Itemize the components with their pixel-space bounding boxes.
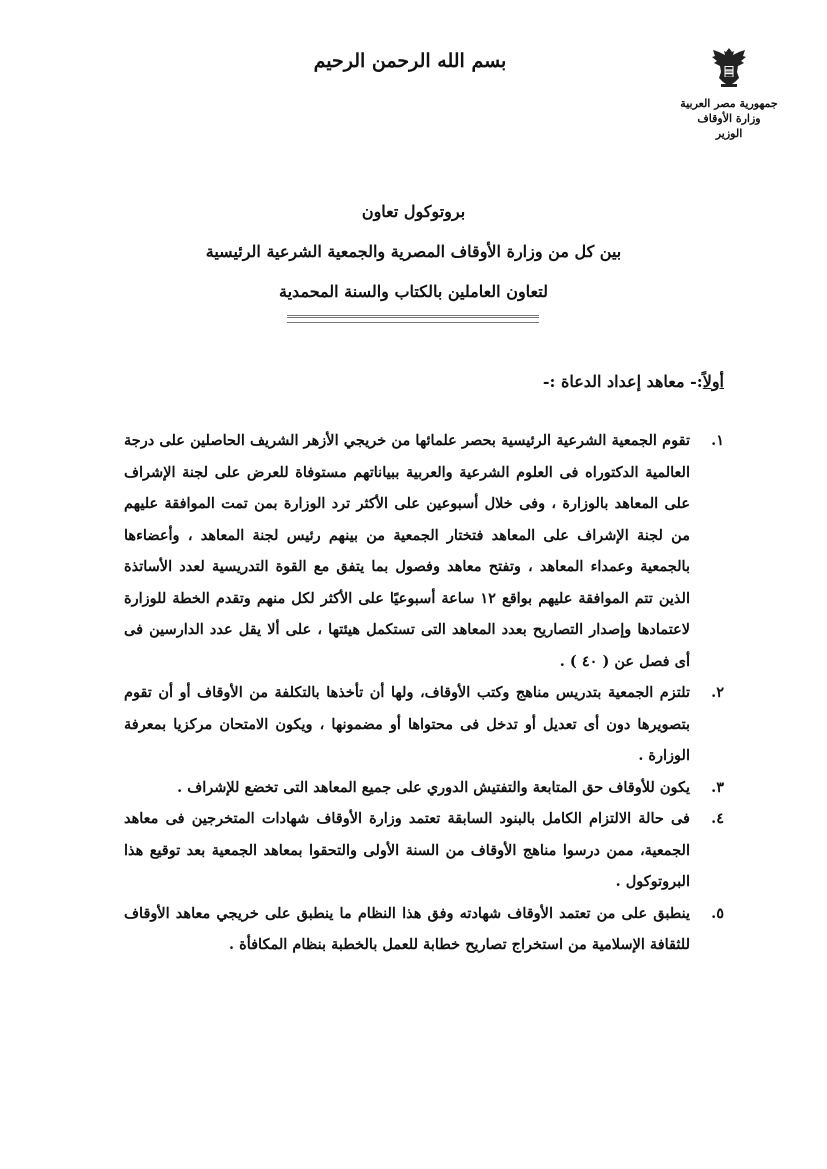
eagle-emblem-icon [709,42,749,90]
item-text: تلتزم الجمعية بتدريس مناهج وكتب الأوقاف، ولها أن تأخذها بالتكلفة من الأوقاف أو أن تقوم بتصويرها دون أى تعديل أو تدخل فى محتواها أو مضمونها ، ويكون الامتحان مركزيا بمعرفة الوزارة . [124,684,690,764]
section-heading [543,372,724,391]
list-item [124,803,724,898]
item-text: يكون للأوقاف حق المتابعة والتفتيش الدوري على جميع المعاهد التى تخضع للإشراف . [177,778,690,796]
item-number: ٥. [711,904,724,922]
ministry-header [673,42,785,141]
item-number: ٢. [711,684,724,701]
section-label: أولاً [702,372,724,391]
item-number: ٤. [711,810,724,827]
title-line-2: بين كل من وزارة الأوقاف المصرية والجمعية الشرعية الرئيسية [205,242,622,261]
title-divider [287,315,539,323]
list-item [124,898,724,961]
title-line-3: لتعاون العاملين بالكتاب والسنة المحمدية [279,282,548,301]
ministry-name: وزارة الأوقاف [697,112,761,125]
title-line-1: بروتوكول تعاون [361,202,466,221]
item-text: تقوم الجمعية الشرعية الرئيسية بحصر علمائها من خريجي الأزهر الشريف الحاصلين على درجة العالمية الدكتوراه فى العلوم الشرعية والعربية ببياناتهم مستوفاة للعرض على لجنة الإشراف على المعاهد بالوزارة ، وفى خلال أسبوعين على الأكثر ترد الوزارة بمن تمت الموافقة عليهم من لجنة الإشراف على المعاهد فتختار الجمعية من بينهم رئيس لجنة المعاهد ، وأعضاءها بالجمعية وعمداء المعاهد ، وتفتح معاهد وفصول بما يتفق مع القوة التدريسية لعدد الأساتذة الذين تتم الموافقة عليهم بواقع ١٢ ساعة أسبوعيًا على الأكثر لكل منهم وتقدم الخطة للوزارة لاعتمادها وإصدار التصاريح بعدد المعاهد التى تستكمل هيئتها ، على ألا يقل عدد الدارسين فى أى فصل عن ( ٤٠ ) . [124,432,691,670]
item-text: فى حالة الالتزام الكامل بالبنود السابقة تعتمد وزارة الأوقاف شهادات المتخرجين فى معاهد الجمعية، ممن درسوا مناهج الأوقاف من السنة الأولى والتحقوا بمعاهد الجمعية بعد توقيع هذا البروتوكول . [124,810,690,890]
list-item [124,772,724,804]
document-title [150,192,677,312]
item-number: ٣. [711,778,724,796]
item-number: ١. [711,432,724,449]
list-item [124,677,724,772]
section-title: :- معاهد إعداد الدعاة :- [542,372,703,391]
basmala-heading: بسم الله الرحمن الرحيم [313,50,507,72]
list-item [124,425,724,677]
protocol-items [124,425,724,961]
ministry-country: جمهورية مصر العربية [680,97,778,110]
ministry-office: الوزير [715,127,743,140]
item-text: ينطبق على من تعتمد الأوقاف شهادته وفق هذا النظام ما ينطبق على خريجي معاهد الأوقاف للثقافة الإسلامية من استخراج تصاريح خطابة للعمل بالخطبة بنظام المكافأة . [124,904,690,953]
